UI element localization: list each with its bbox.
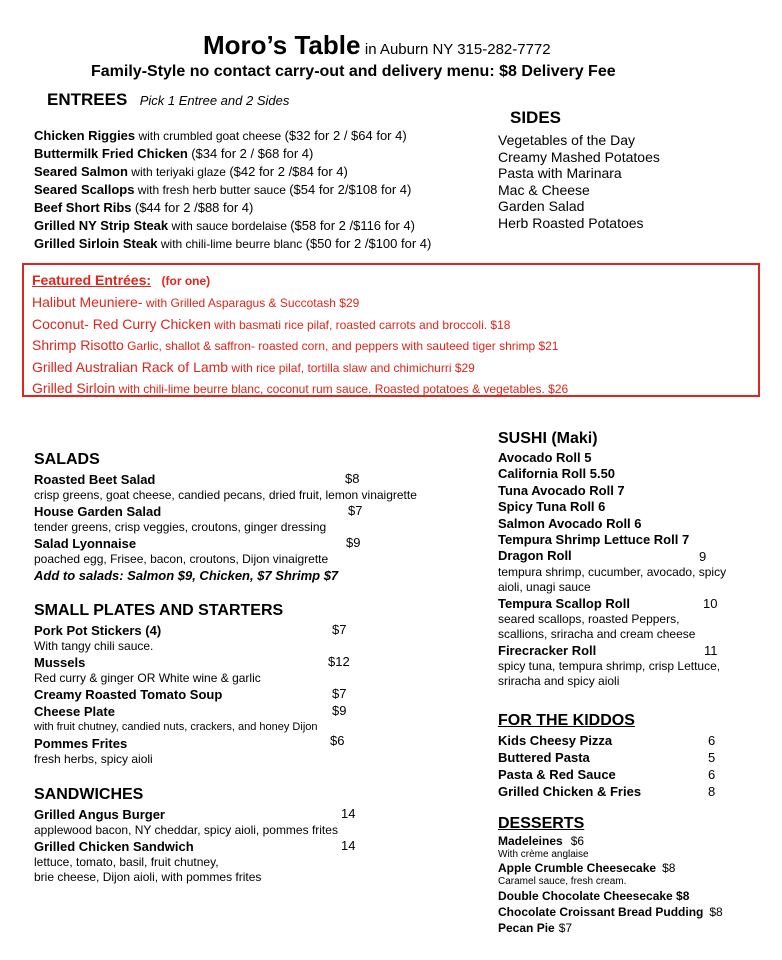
sushi-roll: Tempura Shrimp Lettuce Roll 7 <box>498 532 690 548</box>
entrees-list <box>34 127 431 253</box>
sushi-list <box>498 450 726 689</box>
entree-item: Beef Short Ribs ($44 for 2 /$88 for 4) <box>34 200 254 215</box>
sandwich-name: Grilled Chicken Sandwich <box>34 839 194 854</box>
side-item: Vegetables of the Day <box>498 132 635 148</box>
featured-item: Shrimp Risotto Garlic, shallot & saffron- roasted corn, and peppers with sauteed tiger shrimp $21 <box>32 337 559 353</box>
sushi-special-price: 11 <box>704 643 718 658</box>
featured-item: Halibut Meuniere- with Grilled Asparagus & Succotash $29 <box>32 294 360 310</box>
plate-price: $7 <box>332 686 347 701</box>
sushi-special-name: Tempura Scallop Roll <box>498 595 630 611</box>
kids-price: 8 <box>708 784 716 799</box>
salad-name: Salad Lyonnaise <box>34 536 137 551</box>
sushi-special-name: Firecracker Roll <box>498 642 597 658</box>
desserts-list <box>498 834 723 936</box>
sushi-special-desc: tempura shrimp, cucumber, avocado, spicy <box>498 564 727 579</box>
entrees-note: Pick 1 Entree and 2 Sides <box>139 93 290 108</box>
salad-desc: tender greens, crisp veggies, croutons, ginger dressing <box>34 520 327 534</box>
entree-item: Grilled Sirloin Steak with chili-lime beurre blanc ($50 for 2 /$100 for 4) <box>34 236 432 251</box>
salads-list <box>34 471 474 584</box>
menu-subtitle: Family-Style no contact carry-out and delivery menu: $8 Delivery Fee <box>91 63 616 80</box>
entree-item: Seared Scallops with fresh herb butter sauce ($54 for 2/$108 for 4) <box>34 182 412 197</box>
dessert-item: Apple Crumble Cheesecake $8 <box>498 861 676 875</box>
plate-name: Cheese Plate <box>34 704 115 719</box>
dessert-item: Madeleines $6 <box>498 834 585 848</box>
sushi-roll: Avocado Roll 5 <box>498 450 592 465</box>
dessert-desc: Caramel sauce, fresh cream. <box>498 876 627 887</box>
sushi-roll: Spicy Tuna Roll 6 <box>498 499 606 515</box>
small-plates-list <box>34 622 318 767</box>
restaurant-name: Moro’s Table <box>203 30 361 60</box>
salad-name: House Garden Salad <box>34 504 162 519</box>
kids-price: 5 <box>708 750 716 765</box>
sushi-roll: Tuna Avocado Roll 7 <box>498 482 625 498</box>
plate-name: Pommes Frites <box>34 736 128 751</box>
kids-item: Pasta & Red Sauce <box>498 767 616 782</box>
plate-name: Pork Pot Stickers (4) <box>34 623 162 638</box>
side-item: Mac & Cheese <box>498 181 590 198</box>
plate-price: $6 <box>330 733 345 748</box>
salad-price: $8 <box>345 471 360 486</box>
entree-item: Chicken Riggies with crumbled goat cheese ($32 for 2 / $64 for 4) <box>34 128 407 143</box>
restaurant-header <box>203 30 551 61</box>
restaurant-location: in Auburn NY 315-282-7772 <box>364 41 551 58</box>
plate-name: Creamy Roasted Tomato Soup <box>34 687 223 702</box>
plate-name: Mussels <box>34 655 86 670</box>
featured-list <box>32 292 568 400</box>
featured-item: Grilled Sirloin with chili-lime beurre blanc, coconut rum sauce. Roasted potatoes & vegetables. $26 <box>32 380 569 396</box>
dessert-item: Double Chocolate Cheesecake $8 <box>498 889 690 903</box>
sandwich-price: 14 <box>341 806 356 821</box>
plate-desc: Red curry & ginger OR White wine & garlic <box>34 671 261 685</box>
dessert-desc: With crème anglaise <box>498 849 589 860</box>
sushi-special-price: 9 <box>699 549 707 564</box>
side-item: Garden Salad <box>498 198 585 215</box>
plate-desc: With tangy chili sauce. <box>34 639 154 653</box>
sandwich-desc: brie cheese, Dijon aioli, with pommes frites <box>34 870 262 884</box>
sushi-special-desc: sriracha and spicy aioli <box>498 673 620 688</box>
salad-name: Roasted Beet Salad <box>34 472 156 487</box>
sides-title: SIDES <box>510 108 562 127</box>
salad-desc: poached egg, Frisee, bacon, croutons, Dijon vinaigrette <box>34 552 329 566</box>
kids-item: Grilled Chicken & Fries <box>498 784 642 799</box>
plate-desc: fresh herbs, spicy aioli <box>34 752 153 766</box>
kids-price: 6 <box>708 767 716 782</box>
side-item: Pasta with Marinara <box>498 165 622 182</box>
sushi-special-price: 10 <box>703 596 718 611</box>
salad-price: $7 <box>348 503 363 518</box>
sandwich-desc: applewood bacon, NY cheddar, spicy aioli, pommes frites <box>34 823 338 837</box>
sandwiches-title: SANDWICHES <box>34 786 144 803</box>
featured-item: Grilled Australian Rack of Lamb with rice pilaf, tortilla slaw and chimichurri $29 <box>32 358 475 375</box>
entree-item: Grilled NY Strip Steak with sauce bordelaise ($58 for 2 /$116 for 4) <box>34 218 415 233</box>
sushi-special-desc: spicy tuna, tempura shrimp, crisp Lettuce, <box>498 658 721 673</box>
sandwich-desc: lettuce, tomato, basil, fruit chutney, <box>34 855 219 869</box>
sushi-special-desc: scallions, sriracha and cream cheese <box>498 626 696 641</box>
kids-item: Buttered Pasta <box>498 750 590 765</box>
dessert-item: Pecan Pie $7 <box>498 921 573 935</box>
featured-heading <box>32 272 210 290</box>
desserts-title: DESSERTS <box>498 815 585 832</box>
sandwiches-list <box>34 806 338 885</box>
entree-item: Seared Salmon with teriyaki glaze ($42 for 2 /$84 for 4) <box>34 164 348 179</box>
sushi-title: SUSHI (Maki) <box>498 430 598 447</box>
featured-note: (for one) <box>161 274 211 288</box>
sushi-roll: California Roll 5.50 <box>498 466 616 482</box>
entrees-heading <box>47 90 289 110</box>
kiddos-title: FOR THE KIDDOS <box>498 712 635 729</box>
sides-list <box>498 132 660 232</box>
plate-price: $12 <box>328 654 350 669</box>
sandwich-price: 14 <box>341 838 356 853</box>
kiddos-prices <box>708 732 715 800</box>
kiddos-list <box>498 732 641 800</box>
kids-item: Kids Cheesy Pizza <box>498 733 613 748</box>
side-item: Creamy Mashed Potatoes <box>498 148 660 165</box>
side-item: Herb Roasted Potatoes <box>498 214 644 231</box>
salads-title: SALADS <box>34 451 100 468</box>
sushi-special-name: Dragon Roll <box>498 548 572 564</box>
featured-item: Coconut- Red Curry Chicken with basmati rice pilaf, roasted carrots and broccoli. $18 <box>32 315 511 332</box>
plate-price: $9 <box>332 703 347 718</box>
sushi-special-desc: aioli, unagi sauce <box>498 579 591 594</box>
sushi-roll: Salmon Avocado Roll 6 <box>498 515 642 531</box>
plate-desc: with fruit chutney, candied nuts, crackers, and honey Dijon <box>34 721 318 733</box>
featured-title: Featured Entrées: <box>32 272 152 288</box>
salad-desc: crisp greens, goat cheese, candied pecans, dried fruit, lemon vinaigrette <box>34 488 417 502</box>
kids-price: 6 <box>708 733 716 748</box>
entrees-title: ENTREES <box>47 90 128 109</box>
salad-addon: Add to salads: Salmon $9, Chicken, $7 Shrimp $7 <box>34 568 339 583</box>
entree-item: Buttermilk Fried Chicken ($34 for 2 / $68 for 4) <box>34 146 314 161</box>
sandwich-name: Grilled Angus Burger <box>34 807 165 822</box>
dessert-item: Chocolate Croissant Bread Pudding $8 <box>498 905 723 919</box>
plate-price: $7 <box>332 622 347 637</box>
salad-price: $9 <box>346 535 361 550</box>
sushi-special-desc: seared scallops, roasted Peppers, <box>498 611 680 626</box>
small-plates-title: SMALL PLATES AND STARTERS <box>34 602 284 619</box>
